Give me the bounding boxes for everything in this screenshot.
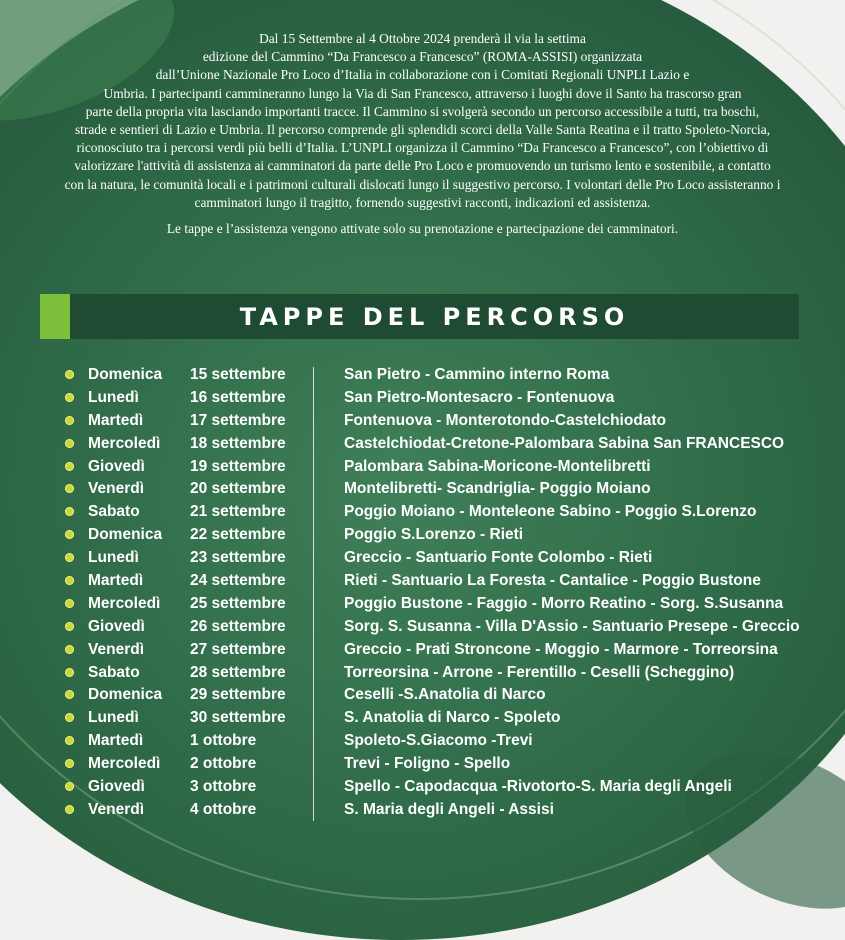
intro-line: Dal 15 Settembre al 4 Ottobre 2024 prenderà il via la settima	[259, 31, 586, 46]
stage-row	[62, 547, 822, 570]
intro-line: parte della propria vita lasciando importanti tracce. Il Cammino si svolgerà secondo un percorso accessibile a tutti, tra boschi,	[85, 103, 760, 119]
bullet-icon	[65, 576, 74, 585]
stage-date: 22 settembre	[190, 526, 286, 544]
intro-line: strade e sentieri di Lazio e Umbria. Il percorso comprende gli splendidi scorci della Valle Santa Reatina e il tratto Spoleto-Norcia,	[74, 122, 771, 138]
stage-route: Poggio Bustone - Faggio - Morro Reatino - Sorg. S.Susanna	[344, 594, 784, 612]
stage-row	[62, 410, 822, 433]
stage-day: Sabato	[88, 503, 140, 521]
bullet-icon	[65, 782, 74, 791]
stage-row	[62, 524, 822, 547]
stage-route: Trevi - Foligno - Spello	[344, 755, 511, 773]
intro-line: riconosciuto tra i percorsi verdi più belli d’Italia. L’UNPLI organizza il Cammino “Da Francesco a Francesco”, con l’obiettivo di	[76, 140, 769, 156]
stage-day: Venerdì	[88, 640, 144, 658]
stage-date: 24 settembre	[190, 572, 286, 590]
intro-line: camminatori lungo il tragitto, fornendo suggestivi racconti, indicazioni ed assistenza.	[194, 194, 651, 210]
bullet-icon	[65, 553, 74, 562]
stage-date: 20 settembre	[190, 480, 286, 498]
stage-route: Ceselli -S.Anatolia di Narco	[344, 686, 546, 704]
bullet-icon	[65, 439, 74, 448]
stage-row	[62, 684, 822, 707]
stage-date: 3 ottobre	[190, 778, 257, 796]
stage-day: Mercoledì	[88, 594, 161, 612]
intro-text	[10, 30, 835, 238]
stage-day: Lunedì	[88, 549, 139, 567]
stage-row	[62, 570, 822, 593]
bullet-icon	[65, 668, 74, 677]
intro-line: con la natura, le comunità locali e i patrimoni culturali dislocati lungo il suggestivo percorso. I volontari delle Pro Loco assisteranno i	[64, 176, 781, 192]
stage-date: 29 settembre	[190, 686, 286, 704]
stage-date: 2 ottobre	[190, 755, 257, 773]
booking-note: Le tappe e l’assistenza vengono attivate solo su prenotazione e partecipazione dei camminatori.	[166, 221, 679, 237]
stage-route: Spello - Capodacqua -Rivotorto-S. Maria degli Angeli	[344, 778, 732, 796]
stage-row	[62, 639, 822, 662]
stage-route: Greccio - Santuario Fonte Colombo - Rieti	[344, 549, 653, 567]
bullet-icon	[65, 484, 74, 493]
stage-day: Domenica	[88, 686, 163, 704]
stage-route: S. Anatolia di Narco - Spoleto	[344, 709, 561, 727]
stage-route: Fontenuova - Monterotondo-Castelchiodato	[344, 411, 667, 429]
stage-day: Giovedì	[88, 617, 145, 635]
stage-day: Venerdì	[88, 480, 144, 498]
stage-row	[62, 616, 822, 639]
stage-route: S. Maria degli Angeli - Assisi	[344, 800, 554, 818]
stage-date: 1 ottobre	[190, 732, 257, 750]
stage-route: Palombara Sabina-Moricone-Montelibretti	[344, 457, 651, 475]
stage-date: 18 settembre	[190, 434, 286, 452]
stage-row	[62, 364, 822, 387]
bullet-icon	[65, 393, 74, 402]
stage-row	[62, 730, 822, 753]
banner-accent-block	[40, 294, 70, 339]
stage-day: Lunedì	[88, 709, 139, 727]
bullet-icon	[65, 759, 74, 768]
stage-route: Torreorsina - Arrone - Ferentillo - Ceselli (Scheggino)	[344, 663, 735, 681]
stage-date: 25 settembre	[190, 594, 286, 612]
intro-line: dall’Unione Nazionale Pro Loco d’Italia in collaborazione con i Comitati Regionali UNPLI Lazio e	[155, 67, 690, 83]
stage-day: Lunedì	[88, 388, 139, 406]
stage-day: Martedì	[88, 411, 144, 429]
stage-route: San Pietro-Montesacro - Fontenuova	[344, 388, 615, 406]
stage-route: San Pietro - Cammino interno Roma	[344, 366, 610, 383]
stage-day: Mercoledì	[88, 434, 161, 452]
stage-route: Greccio - Prati Stroncone - Moggio - Marmore - Torreorsina	[344, 640, 778, 658]
stage-route: Castelchiodat-Cretone-Palombara Sabina San FRANCESCO	[344, 434, 785, 452]
stage-date: 16 settembre	[190, 388, 286, 406]
intro-line: Umbria. I partecipanti cammineranno lungo la Via di San Francesco, attraverso i luoghi dove il Santo ha trascorso gran	[103, 85, 742, 101]
bullet-icon	[65, 599, 74, 608]
stage-date: 26 settembre	[190, 617, 286, 635]
stage-row	[62, 799, 822, 822]
stage-row	[62, 753, 822, 776]
stage-route: Spoleto-S.Giacomo -Trevi	[344, 732, 533, 750]
stage-route: Rieti - Santuario La Foresta - Cantalice - Poggio Bustone	[344, 572, 761, 590]
stage-day: Venerdì	[88, 800, 144, 818]
stage-day: Martedì	[88, 732, 144, 750]
stage-day: Giovedì	[88, 778, 145, 796]
stage-row	[62, 662, 822, 685]
bullet-icon	[65, 370, 74, 379]
bullet-icon	[65, 507, 74, 516]
stage-row	[62, 456, 822, 479]
bullet-icon	[65, 805, 74, 814]
bullet-icon	[65, 736, 74, 745]
stage-day: Domenica	[88, 526, 163, 544]
bullet-icon	[65, 530, 74, 539]
stage-route: Poggio S.Lorenzo - Rieti	[344, 526, 524, 544]
stage-day: Giovedì	[88, 457, 145, 475]
stage-day: Domenica	[88, 366, 163, 383]
stage-day: Sabato	[88, 663, 140, 681]
banner-title: TAPPE DEL PERCORSO	[239, 303, 630, 331]
stage-date: 30 settembre	[190, 709, 286, 727]
bullet-icon	[65, 416, 74, 425]
stage-day: Martedì	[88, 572, 144, 590]
stage-route: Sorg. S. Susanna - Villa D'Assio - Santuario Presepe - Greccio	[344, 617, 800, 635]
stage-date: 27 settembre	[190, 640, 286, 658]
section-banner	[40, 294, 799, 339]
stages-list	[62, 364, 822, 822]
bullet-icon	[65, 690, 74, 699]
stage-row	[62, 776, 822, 799]
stage-date: 21 settembre	[190, 503, 286, 521]
bullet-icon	[65, 462, 74, 471]
bullet-icon	[65, 713, 74, 722]
stage-row	[62, 707, 822, 730]
stage-date: 17 settembre	[190, 411, 286, 429]
intro-line: valorizzare l'attività di assistenza ai camminatori da parte delle Pro Loco e promuovendo un turismo lento e sostenibile, a contatto	[74, 158, 771, 174]
stage-route: Montelibretti- Scandriglia- Poggio Moiano	[344, 480, 651, 498]
intro-line: edizione del Cammino “Da Francesco a Francesco” (ROMA-ASSISI) organizzata	[202, 49, 643, 65]
stage-row	[62, 501, 822, 524]
stage-route: Poggio Moiano - Monteleone Sabino - Poggio S.Lorenzo	[344, 503, 757, 521]
stage-date: 23 settembre	[190, 549, 286, 567]
stage-date: 4 ottobre	[190, 800, 257, 818]
stage-day: Mercoledì	[88, 755, 161, 773]
stage-date: 28 settembre	[190, 663, 286, 681]
stage-row	[62, 433, 822, 456]
stage-row	[62, 478, 822, 501]
stage-date: 15 settembre	[190, 366, 286, 383]
stage-row	[62, 593, 822, 616]
stage-date: 19 settembre	[190, 457, 286, 475]
bullet-icon	[65, 622, 74, 631]
bullet-icon	[65, 645, 74, 654]
stage-row	[62, 387, 822, 410]
